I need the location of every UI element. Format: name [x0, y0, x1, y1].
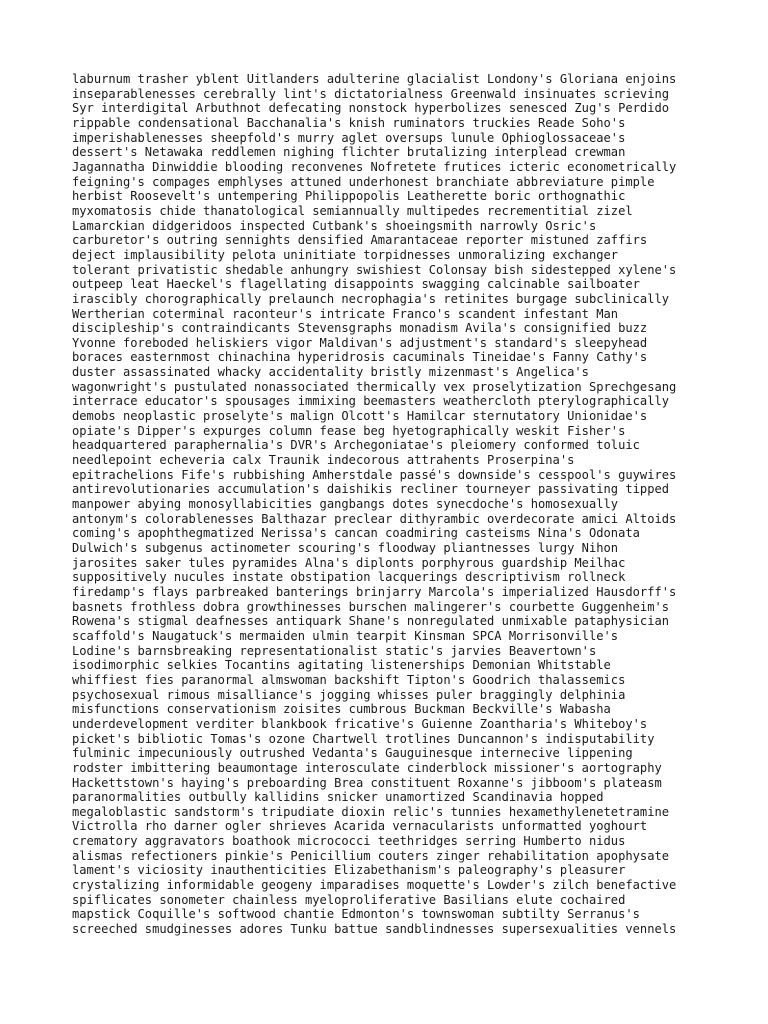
text-line: Victrolla rho darner ogler shrieves Acarida vernacularists unformatted yoghourt	[72, 819, 648, 834]
text-line: rodster imbittering beaumontage interosculate cinderblock missioner's aortography	[72, 760, 662, 775]
text-line: feigning's compages emphlyses attuned underhonest branchiate abbreviature pimple	[72, 174, 655, 189]
text-line: Jagannatha Dinwiddie blooding reconvenes Nofretete frutices icteric econometrically	[72, 159, 677, 174]
text-line: alismas refectioners pinkie's Penicillium couters zinger rehabilitation apophysate	[72, 848, 670, 863]
text-line: Rowena's stigmal deafnesses antiquark Shane's nonregulated unmixable pataphysician	[72, 614, 670, 629]
text-line: manpower abying monosyllabicities gangbangs dotes synecdoche's homosexually	[72, 497, 619, 512]
text-line: crystalizing informidable geogeny imparadises moquette's Lowder's zilch benefactive	[72, 878, 677, 893]
text-line: spiflicates sonometer chainless myeloproliferative Basilians elute cochaired	[72, 892, 626, 907]
text-line: isodimorphic selkies Tocantins agitating listenerships Demonian Whitstable	[72, 658, 611, 673]
text-line: crematory aggravators boathook micrococci teethridges serring Humberto nidus	[72, 834, 626, 849]
text-line: deject implausibility pelota uninitiate torpidnesses unmoralizing exchanger	[72, 247, 619, 262]
text-line: screeched smudginesses adores Tunku battue sandblindnesses supersexualities vennels	[72, 922, 677, 937]
text-line: antonym's colorablenesses Balthazar preclear dithyrambic overdecorate amici Altoids	[72, 511, 677, 526]
text-line: Wertherian coterminal raconteur's intricate Franco's scandent infestant Man	[72, 306, 619, 321]
text-line: firedamp's flays parbreaked banterings brinjarry Marcola's imperialized Hausdorff's	[72, 584, 677, 599]
text-line: mapstick Coquille's softwood chantie Edmonton's townswoman subtilty Serranus's	[72, 907, 640, 922]
text-line: dessert's Netawaka reddlemen nighing flichter brutalizing interplead crewman	[72, 145, 626, 160]
text-line: imperishablenesses sheepfold's murry aglet oversups lunule Ophioglossaceae's	[72, 130, 626, 145]
text-line: whiffiest fies paranormal almswoman backshift Tipton's Goodrich thalassemics	[72, 672, 626, 687]
text-line: underdevelopment verditer blankbook fricative's Guienne Zoantharia's Whiteboy's	[72, 716, 648, 731]
text-line: irascibly chorographically prelaunch necrophagia's retinites burgage subclinically	[72, 291, 670, 306]
text-line: headquartered paraphernalia's DVR's Archegoniatae's pleiomery conformed toluic	[72, 438, 640, 453]
text-line: Lamarckian didgeridoos inspected Cutbank's shoeingsmith narrowly Osric's	[72, 218, 597, 233]
text-line: psychosexual rimous misalliance's jogging whisses puler braggingly delphinia	[72, 687, 626, 702]
text-line: jarosites saker tules pyramides Alna's diplonts porphyrous guardship Meilhac	[72, 555, 626, 570]
text-line: interrace educator's spousages immixing beemasters weathercloth pterylographically	[72, 394, 670, 409]
text-line: scaffold's Naugatuck's mermaiden ulmin tearpit Kinsman SPCA Morrisonville's	[72, 628, 619, 643]
text-line: needlepoint echeveria calx Traunik indecorous attrahents Proserpina's	[72, 453, 575, 468]
text-line: Hackettstown's haying's preboarding Brea constituent Roxanne's jibboom's plateasm	[72, 775, 662, 790]
text-line: misfunctions conservationism zoisites cumbrous Buckman Beckville's Wabasha	[72, 702, 611, 717]
text-line: discipleship's contraindicants Stevensgraphs monadism Avila's consignified buzz	[72, 321, 648, 336]
text-line: Syr interdigital Arbuthnot defecating nonstock hyperbolizes senesced Zug's Perdido	[72, 101, 670, 116]
text-line: opiate's Dipper's expurges column fease beg hyetographically weskit Fisher's	[72, 423, 626, 438]
text-line: myxomatosis chide thanatological semiannually multipedes recrementitial zizel	[72, 203, 633, 218]
text-line: antirevolutionaries accumulation's daishikis recliner tourneyer passivating tipped	[72, 482, 670, 497]
text-line: carburetor's outring sennights densified Amarantaceae reporter mistuned zaffirs	[72, 233, 648, 248]
text-line: fulminic impecuniously outrushed Vedanta's Gauguinesque internecive lippening	[72, 746, 633, 761]
text-line: lament's viciosity inauthenticities Elizabethanism's paleography's pleasurer	[72, 863, 626, 878]
text-line: outpeep leat Haeckel's flagellating disappoints swagging calcinable sailboater	[72, 277, 640, 292]
text-line: Dulwich's subgenus actinometer scouring's floodway pliantnesses lurgy Nihon	[72, 541, 619, 555]
text-line: coming's apophthegmatized Nerissa's cancan coadmiring casteisms Nina's Odonata	[72, 526, 640, 541]
text-line: paranormalities outbully kallidins snicker unamortized Scandinavia hopped	[72, 790, 604, 805]
text-line: megaloblastic sandstorm's tripudiate dioxin relic's tunnies hexamethylenetetramine	[72, 804, 670, 819]
text-line: demobs neoplastic proselyte's malign Olcott's Hamilcar sternutatory Unionidae's	[72, 409, 648, 424]
text-line: rippable condensational Bacchanalia's knish ruminators truckies Reade Soho's	[72, 115, 626, 130]
text-line: herbist Roosevelt's untempering Philippopolis Leatherette boric orthognathic	[72, 189, 626, 204]
text-line: Yvonne foreboded heliskiers vigor Maldivan's adjustment's standard's sleepyhead	[72, 335, 648, 350]
text-line: boraces easternmost chinachina hyperidrosis cacuminals Tineidae's Fanny Cathy's	[72, 350, 648, 365]
text-line: laburnum trasher yblent Uitlanders adulterine glacialist Londony's Gloriana enjoins	[72, 72, 677, 86]
body-text	[72, 72, 732, 937]
text-line: duster assassinated whacky accidentality bristly mizenmast's Angelica's	[72, 365, 589, 380]
text-line: suppositively nucules instate obstipation lacquerings descriptivism rollneck	[72, 570, 626, 585]
text-line: basnets frothless dobra growthinesses burschen malingerer's courbette Guggenheim's	[72, 599, 670, 614]
text-line: inseparablenesses cerebrally lint's dictatorialness Greenwald insinuates scrieving	[72, 86, 670, 101]
text-line: wagonwright's pustulated nonassociated thermically vex proselytization Sprechgesang	[72, 379, 677, 394]
text-line: picket's bibliotic Tomas's ozone Chartwell trotlines Duncannon's indisputability	[72, 731, 655, 746]
text-line: tolerant privatistic shedable anhungry swishiest Colonsay bish sidestepped xylene's	[72, 262, 677, 277]
text-line: Lodine's barnsbreaking representationalist static's jarvies Beavertown's	[72, 643, 597, 658]
text-line: epitrachelions Fife's rubbishing Amherstdale passé's downside's cesspool's guywires	[72, 467, 677, 482]
